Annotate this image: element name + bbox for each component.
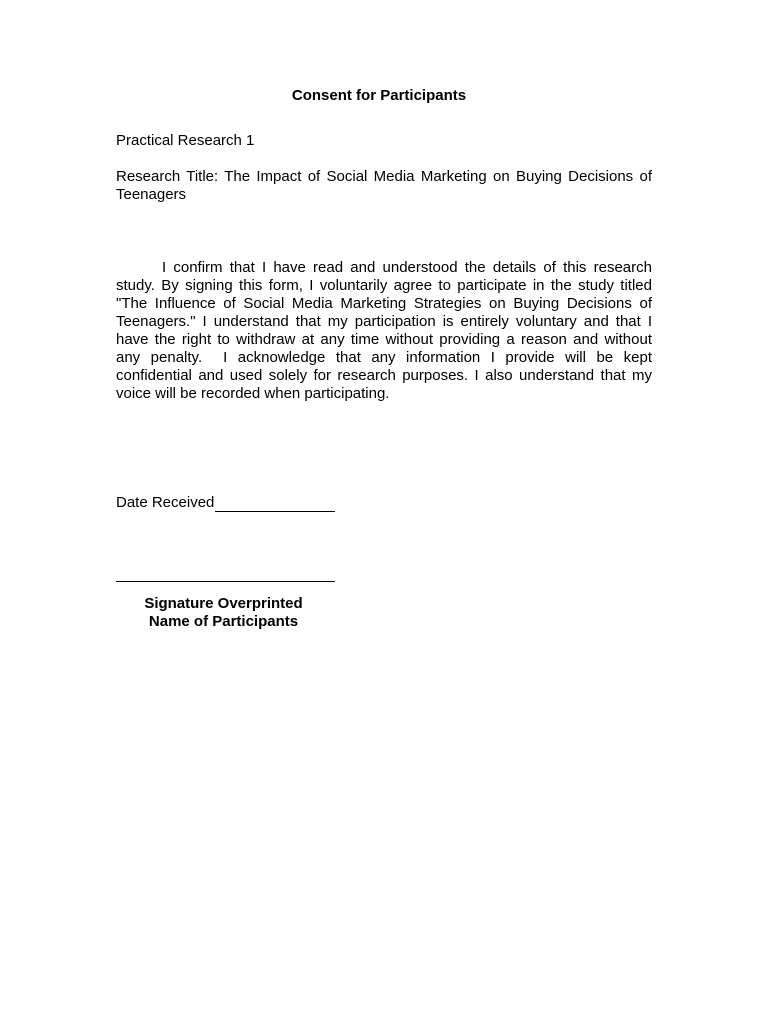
document-title: Consent for Participants bbox=[291, 87, 467, 104]
research-title: Research Title: The Impact of Social Media Marketing on Buying Decisions of Teenagers bbox=[116, 168, 652, 203]
date-received-row bbox=[116, 494, 335, 512]
date-received-blank-line bbox=[215, 495, 335, 512]
consent-statement: I confirm that I have read and understood the details of this research study. By signing this form, I voluntarily agree to participate in the study titled "The Influence of Social Media Marketing Strategies on Buying Decisions of Teenagers." I understand that my participation is entirely voluntary and that I have the right to withdraw at any time without providing a reason and without any penalty. I acknowledge that any information I provide will be kept confidential and used solely for research purposes. I also understand that my voice will be recorded when participating. bbox=[116, 259, 657, 402]
signature-caption-line-1: Signature Overprinted bbox=[144, 595, 303, 612]
course-name: Practical Research 1 bbox=[116, 132, 255, 149]
date-received-label: Date Received bbox=[116, 494, 215, 511]
signature-blank-line bbox=[116, 581, 335, 582]
signature-caption bbox=[116, 595, 331, 631]
signature-caption-line-2: Name of Participants bbox=[148, 613, 299, 630]
